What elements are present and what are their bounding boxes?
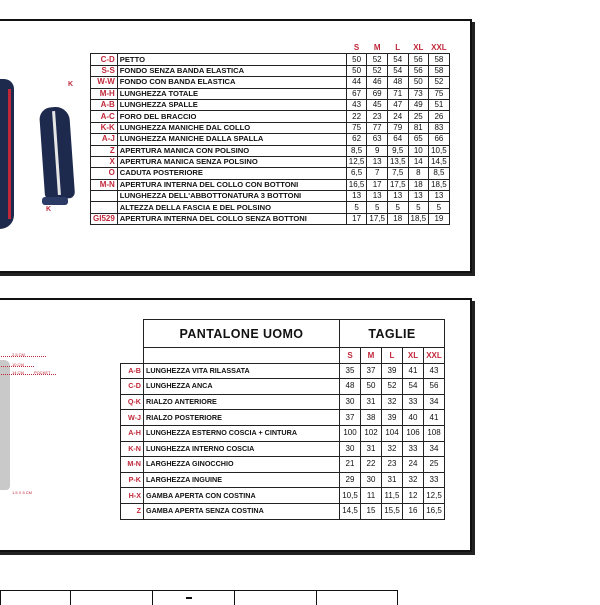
table-row: [121, 394, 445, 410]
measure-code: K-K: [91, 122, 118, 133]
measure-value: 7: [367, 168, 388, 179]
measure-value: 48: [387, 77, 408, 88]
measure-value: 58: [429, 65, 450, 76]
measure-code: M-H: [91, 88, 118, 99]
measure-label: LUNGHEZZA MANICHE DAL COLLO: [117, 122, 346, 133]
measure-value: 41: [424, 410, 445, 426]
table-row: [91, 179, 450, 190]
measure-value: 41: [403, 363, 424, 379]
measure-code: [91, 202, 118, 213]
measure-value: 32: [382, 441, 403, 457]
measure-value: 52: [367, 65, 388, 76]
size-l: L: [387, 43, 408, 54]
measure-value: 22: [361, 457, 382, 473]
measure-value: 56: [424, 379, 445, 395]
measure-value: 79: [387, 122, 408, 133]
measure-code: C-D: [121, 379, 144, 395]
measure-value: 33: [403, 394, 424, 410]
measure-value: 34: [424, 441, 445, 457]
sleeve-cuff: [42, 197, 68, 205]
measure-value: 23: [382, 457, 403, 473]
measure-value: 5: [367, 202, 388, 213]
measure-value: 8,5: [346, 145, 367, 156]
measure-label: PETTO: [117, 54, 346, 65]
table-row: [121, 379, 445, 395]
measure-value: 54: [403, 379, 424, 395]
measure-code: W-W: [91, 77, 118, 88]
measure-code: A-B: [91, 99, 118, 110]
measure-value: 51: [429, 99, 450, 110]
measure-label: APERTURA MANICA CON POLSINO: [117, 145, 346, 156]
size-xl: XL: [408, 43, 429, 54]
measure-value: 18: [387, 213, 408, 224]
measure-value: 30: [340, 441, 361, 457]
measure-value: 13: [387, 191, 408, 202]
measure-value: 5: [346, 202, 367, 213]
measure-label: LUNGHEZZA DELL'ABBOTTONATURA 3 BOTTONI: [117, 191, 346, 202]
measure-value: 75: [346, 122, 367, 133]
measure-value: 13: [346, 191, 367, 202]
measure-value: 50: [346, 54, 367, 65]
measure-value: 64: [387, 134, 408, 145]
measure-code: C-D: [91, 54, 118, 65]
measure-value: 43: [346, 99, 367, 110]
table-row: [91, 213, 450, 224]
measure-value: 73: [408, 88, 429, 99]
table-row: [121, 488, 445, 504]
measure-value: 52: [382, 379, 403, 395]
jacket-sketch-partial: [0, 79, 14, 229]
measure-value: 26: [429, 111, 450, 122]
measure-value: 62: [346, 134, 367, 145]
measure-value: 52: [429, 77, 450, 88]
table-row: [121, 441, 445, 457]
measure-value: 108: [424, 425, 445, 441]
measure-value: 83: [429, 122, 450, 133]
measure-value: 17: [346, 213, 367, 224]
measure-label: LUNGHEZZA MANICHE DALLA SPALLA: [117, 134, 346, 145]
measure-value: 13,5: [387, 156, 408, 167]
table-row: [91, 65, 450, 76]
measure-value: 13: [367, 156, 388, 167]
measure-value: 56: [408, 54, 429, 65]
title-row: [121, 320, 445, 348]
measure-value: 37: [340, 410, 361, 426]
sleeve-sketch: [39, 106, 75, 200]
measure-value: 44: [346, 77, 367, 88]
measure-value: 54: [387, 54, 408, 65]
measure-label: LARGHEZZA GINOCCHIO: [144, 457, 340, 473]
measure-value: 31: [382, 472, 403, 488]
measure-value: 7,5: [387, 168, 408, 179]
size-s: S: [346, 43, 367, 54]
table-row: [121, 363, 445, 379]
measure-value: 18,5: [429, 179, 450, 190]
measure-label: FONDO CON BANDA ELASTICA: [117, 77, 346, 88]
measure-value: 77: [367, 122, 388, 133]
measure-code: P-K: [121, 472, 144, 488]
partial-table-bottom: [0, 590, 398, 605]
measure-value: 104: [382, 425, 403, 441]
measure-value: 32: [382, 394, 403, 410]
measure-value: 30: [340, 394, 361, 410]
size-m: M: [367, 43, 388, 54]
measure-value: 10,5: [429, 145, 450, 156]
measure-label: CADUTA POSTERIORE: [117, 168, 346, 179]
table-row: [91, 134, 450, 145]
table-row: [91, 145, 450, 156]
size-xxl: XXL: [429, 43, 450, 54]
measure-value: 11,5: [382, 488, 403, 504]
measure-value: 49: [408, 99, 429, 110]
measure-code: M-N: [121, 457, 144, 473]
measure-value: 22: [346, 111, 367, 122]
measure-value: 18: [408, 179, 429, 190]
measure-label: APERTURA MANICA SENZA POLSINO: [117, 156, 346, 167]
measure-code: S-S: [91, 65, 118, 76]
table-row: [91, 54, 450, 65]
measure-value: 11: [361, 488, 382, 504]
measure-value: 40: [403, 410, 424, 426]
measure-value: 46: [367, 77, 388, 88]
measure-label: FONDO SENZA BANDA ELASTICA: [117, 65, 346, 76]
measure-label: APERTURA INTERNA DEL COLLO SENZA BOTTONI: [117, 213, 346, 224]
measure-value: 13: [367, 191, 388, 202]
measure-value: 48: [340, 379, 361, 395]
measure-code: Z: [91, 145, 118, 156]
sketch-label: 1.5 X 5 CM: [12, 490, 33, 495]
measure-value: 34: [424, 394, 445, 410]
measure-value: 81: [408, 122, 429, 133]
measure-value: 54: [387, 65, 408, 76]
measure-value: 8,5: [429, 168, 450, 179]
measure-code: A-B: [121, 363, 144, 379]
sketch-label: 14 CM: [12, 370, 24, 375]
measure-value: 6,5: [346, 168, 367, 179]
measure-label: LUNGHEZZA ANCA: [144, 379, 340, 395]
measure-value: 100: [340, 425, 361, 441]
measure-value: 30: [361, 472, 382, 488]
sketch-mark-k-bottom: K: [46, 206, 52, 213]
sketch-label: 2.5 CM: [12, 352, 25, 357]
measure-code: X: [91, 156, 118, 167]
table-row: [121, 425, 445, 441]
measure-code: GI529: [91, 213, 118, 224]
measure-value: 35: [340, 363, 361, 379]
table-row: [121, 503, 445, 519]
measure-label: LUNGHEZZA ESTERNO COSCIA + CINTURA: [144, 425, 340, 441]
measure-label: APERTURA INTERNA DEL COLLO CON BOTTONI: [117, 179, 346, 190]
measure-code: A-H: [121, 425, 144, 441]
measure-value: 45: [367, 99, 388, 110]
measure-label: RIALZO POSTERIORE: [144, 410, 340, 426]
measure-code: O: [91, 168, 118, 179]
measure-value: 17: [367, 179, 388, 190]
measure-label: FORO DEL BRACCIO: [117, 111, 346, 122]
measure-value: 71: [387, 88, 408, 99]
measure-value: 50: [408, 77, 429, 88]
size-m: M: [361, 348, 382, 364]
pants-size-table: [120, 319, 445, 520]
measure-code: H-X: [121, 488, 144, 504]
table-row: [91, 88, 450, 99]
measure-value: 32: [403, 472, 424, 488]
measure-value: 75: [429, 88, 450, 99]
measure-value: 25: [424, 457, 445, 473]
measure-value: 58: [429, 54, 450, 65]
size-l: L: [382, 348, 403, 364]
measure-label: LARGHEZZA INGUINE: [144, 472, 340, 488]
measure-code: K-N: [121, 441, 144, 457]
table-row: [91, 191, 450, 202]
size-xxl: XXL: [424, 348, 445, 364]
measure-value: 16: [403, 503, 424, 519]
measure-code: M-N: [91, 179, 118, 190]
measure-code: [91, 191, 118, 202]
table-row: [121, 472, 445, 488]
measure-value: 17,5: [367, 213, 388, 224]
table-row: [91, 168, 450, 179]
measure-value: 21: [340, 457, 361, 473]
measure-label: ALTEZZA DELLA FASCIA E DEL POLSINO: [117, 202, 346, 213]
measure-value: 16,5: [346, 179, 367, 190]
measure-value: 14,5: [429, 156, 450, 167]
measure-value: 24: [403, 457, 424, 473]
measure-value: 14: [408, 156, 429, 167]
measure-value: 12,5: [346, 156, 367, 167]
measure-value: 63: [367, 134, 388, 145]
measure-value: 50: [361, 379, 382, 395]
measure-value: 33: [424, 472, 445, 488]
size-header-row: [91, 43, 450, 54]
measure-value: 52: [367, 54, 388, 65]
measure-value: 8: [408, 168, 429, 179]
measure-label: GAMBA APERTA SENZA COSTINA: [144, 503, 340, 519]
pants-title: PANTALONE UOMO: [144, 320, 340, 348]
measure-value: 16,5: [424, 503, 445, 519]
measure-value: 47: [387, 99, 408, 110]
dash-mark: [186, 597, 192, 599]
jacket-size-table: [90, 43, 450, 225]
measure-value: 67: [346, 88, 367, 99]
measure-value: 5: [408, 202, 429, 213]
measure-value: 5: [387, 202, 408, 213]
measure-value: 43: [424, 363, 445, 379]
measure-value: 38: [361, 410, 382, 426]
measure-label: LUNGHEZZA SPALLE: [117, 99, 346, 110]
measure-value: 17,5: [387, 179, 408, 190]
measure-value: 9: [367, 145, 388, 156]
jacket-size-card: [0, 19, 472, 273]
measure-value: 31: [361, 441, 382, 457]
table-row: [121, 457, 445, 473]
measure-code: A-J: [91, 134, 118, 145]
measure-value: 13: [408, 191, 429, 202]
measure-value: 56: [408, 65, 429, 76]
measure-value: 9,5: [387, 145, 408, 156]
measure-label: LUNGHEZZA INTERNO COSCIA: [144, 441, 340, 457]
measure-value: 102: [361, 425, 382, 441]
measure-code: Z: [121, 503, 144, 519]
measure-value: 15: [361, 503, 382, 519]
measure-label: LUNGHEZZA TOTALE: [117, 88, 346, 99]
measure-label: LUNGHEZZA VITA RILASSATA: [144, 363, 340, 379]
measure-value: 12: [403, 488, 424, 504]
measure-value: 33: [403, 441, 424, 457]
measure-value: 24: [387, 111, 408, 122]
measure-value: 10: [408, 145, 429, 156]
table-row: [91, 99, 450, 110]
measure-value: 66: [429, 134, 450, 145]
sketch-label: POCKET: [34, 370, 51, 375]
sizes-title: TAGLIE: [340, 320, 445, 348]
sketch-label: 10 CM: [12, 362, 24, 367]
measure-value: 37: [361, 363, 382, 379]
pants-sketch-partial: [0, 360, 10, 490]
measure-label: RIALZO ANTERIORE: [144, 394, 340, 410]
measure-value: 106: [403, 425, 424, 441]
table-row: [91, 202, 450, 213]
measure-label: GAMBA APERTA CON COSTINA: [144, 488, 340, 504]
table-row: [121, 410, 445, 426]
measure-code: W-J: [121, 410, 144, 426]
measure-value: 14,5: [340, 503, 361, 519]
measure-value: 31: [361, 394, 382, 410]
measure-value: 12,5: [424, 488, 445, 504]
table-row: [91, 77, 450, 88]
measure-value: 23: [367, 111, 388, 122]
table-row: [91, 111, 450, 122]
measure-value: 39: [382, 410, 403, 426]
size-header-row: [121, 348, 445, 364]
measure-value: 29: [340, 472, 361, 488]
measure-value: 25: [408, 111, 429, 122]
measure-value: 19: [429, 213, 450, 224]
measure-value: 65: [408, 134, 429, 145]
size-s: S: [340, 348, 361, 364]
table-row: [91, 156, 450, 167]
measure-value: 39: [382, 363, 403, 379]
size-xl: XL: [403, 348, 424, 364]
measure-value: 69: [367, 88, 388, 99]
measure-value: 10,5: [340, 488, 361, 504]
measure-value: 50: [346, 65, 367, 76]
measure-value: 18,5: [408, 213, 429, 224]
measure-value: 15,5: [382, 503, 403, 519]
measure-code: Q-K: [121, 394, 144, 410]
measure-code: A-C: [91, 111, 118, 122]
pants-size-card: [0, 298, 472, 552]
table-row: [91, 122, 450, 133]
measure-value: 5: [429, 202, 450, 213]
sketch-mark-k-top: K: [68, 81, 74, 88]
measure-value: 13: [429, 191, 450, 202]
